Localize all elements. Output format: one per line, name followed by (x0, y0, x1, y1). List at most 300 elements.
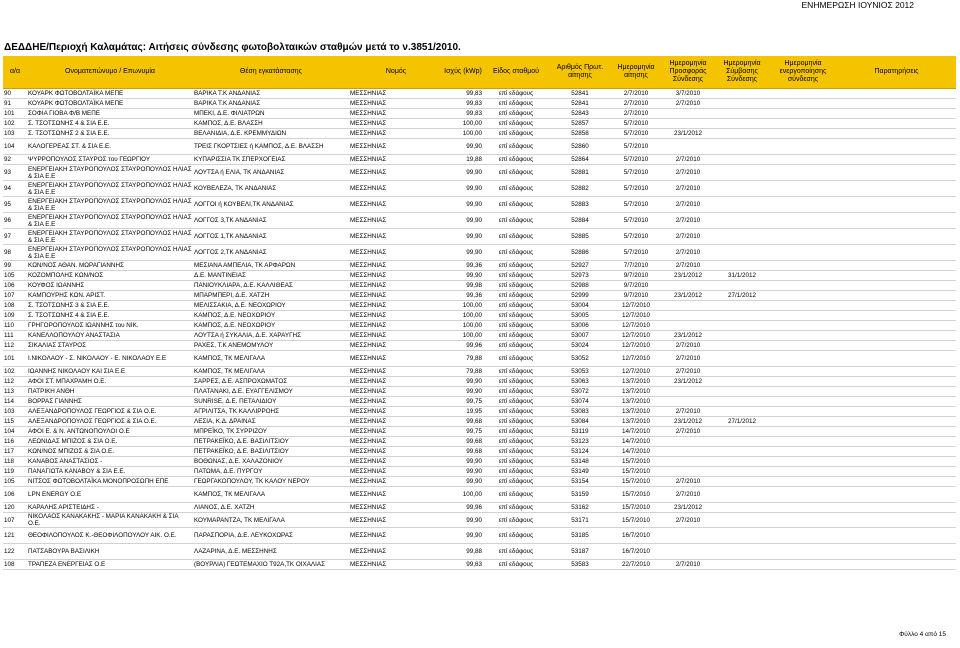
cell-station-type: επί εδάφους (483, 487, 549, 503)
cell-activation-date (769, 301, 837, 311)
cell-aa: 112 (3, 341, 27, 351)
cell-location: ΜΠΡΕΪΚΟ, ΤΚ ΣΥΡΡΙΖΟΥ (193, 427, 349, 437)
cell-offer-date: 23/1/2012 (661, 503, 715, 513)
cell-aa: 101 (3, 351, 27, 367)
cell-protocol-number: 52858 (549, 129, 611, 139)
cell-activation-date (769, 447, 837, 457)
cell-aa: 93 (3, 165, 27, 181)
cell-name: ΑΦΟΙ Ε. & Ν. ΑΝΤΩΝΟΠΟΥΛΟΙ Ο.Ε (27, 427, 193, 437)
cell-station-type: επί εδάφους (483, 139, 549, 155)
cell-location: ΤΡΕΙΣ ΓΚΟΡΤΣΙΕΣ ή ΚΑΜΠΟΣ, Δ.Ε. ΒΛΑΣΣΗ (193, 139, 349, 155)
cell-contract-date (715, 197, 769, 213)
cell-protocol-number: 52999 (549, 291, 611, 301)
cell-offer-date: 23/1/2012 (661, 271, 715, 281)
cell-application-date: 5/7/2010 (611, 197, 661, 213)
cell-protocol-number: 53149 (549, 467, 611, 477)
cell-protocol-number: 52841 (549, 99, 611, 109)
cell-prefecture: ΜΕΣΣΗΝΙΑΣ (349, 271, 443, 281)
cell-prefecture: ΜΕΣΣΗΝΙΑΣ (349, 291, 443, 301)
cell-aa: 104 (3, 139, 27, 155)
cell-activation-date (769, 477, 837, 487)
cell-location: SUNRISE, Δ.Ε. ΠΕΤΑΛΙΔΙΟΥ (193, 397, 349, 407)
cell-remarks (837, 245, 956, 261)
cell-remarks (837, 544, 956, 560)
cell-offer-date: 2/7/2010 (661, 560, 715, 570)
table-row (3, 155, 956, 165)
cell-prefecture: ΜΕΣΣΗΝΙΑΣ (349, 301, 443, 311)
cell-protocol-number: 53024 (549, 341, 611, 351)
cell-protocol-number: 53052 (549, 351, 611, 367)
cell-offer-date (661, 311, 715, 321)
col-header-activation-date: Ημερομηνία ενεργοποίησης σύνδεσης (769, 56, 837, 89)
cell-application-date: 5/7/2010 (611, 229, 661, 245)
cell-location: ΓΕΩΡΓΑΚΟΠΟΥΛΟΥ, ΤΚ ΚΑΛΟΥ ΝΕΡΟΥ (193, 477, 349, 487)
cell-protocol-number: 53159 (549, 487, 611, 503)
cell-offer-date (661, 301, 715, 311)
cell-contract-date (715, 351, 769, 367)
cell-protocol-number: 53124 (549, 447, 611, 457)
cell-contract-date (715, 387, 769, 397)
cell-prefecture: ΜΕΣΣΗΝΙΑΣ (349, 213, 443, 229)
cell-aa: 99 (3, 261, 27, 271)
cell-protocol-number: 53123 (549, 437, 611, 447)
cell-name: ΨΥΡΡΟΠΟΥΛΟΣ ΣΤΑΥΡΟΣ του ΓΕΩΡΓΙΟΥ (27, 155, 193, 165)
cell-location: ΚΑΜΠΟΣ, ΤΚ ΜΕΛΙΓΑΛΑ (193, 367, 349, 377)
cell-offer-date: 2/7/2010 (661, 181, 715, 197)
cell-application-date: 5/7/2010 (611, 155, 661, 165)
cell-aa: 104 (3, 427, 27, 437)
cell-application-date: 5/7/2010 (611, 165, 661, 181)
cell-contract-date (715, 181, 769, 197)
cell-remarks (837, 213, 956, 229)
cell-station-type: επί εδάφους (483, 271, 549, 281)
cell-aa: 98 (3, 245, 27, 261)
cell-activation-date (769, 367, 837, 377)
cell-station-type: επί εδάφους (483, 367, 549, 377)
cell-remarks (837, 487, 956, 503)
cell-power: 99,36 (443, 261, 483, 271)
cell-location: Δ.Ε. ΜΑΝΤΙΝΕΙΑΣ (193, 271, 349, 281)
col-header-remarks: Παρατηρήσεις (837, 56, 956, 89)
cell-offer-date: 2/7/2010 (661, 513, 715, 528)
cell-prefecture: ΜΕΣΣΗΝΙΑΣ (349, 544, 443, 560)
cell-activation-date (769, 311, 837, 321)
cell-remarks (837, 560, 956, 570)
cell-remarks (837, 311, 956, 321)
col-header-offer-date: Ημερομηνία Προσφοράς Σύνδεσης (661, 56, 715, 89)
cell-contract-date (715, 129, 769, 139)
cell-application-date: 13/7/2010 (611, 377, 661, 387)
cell-application-date: 14/7/2010 (611, 447, 661, 457)
cell-application-date: 15/7/2010 (611, 487, 661, 503)
cell-station-type: επί εδάφους (483, 467, 549, 477)
cell-power: 99,90 (443, 387, 483, 397)
cell-location: ΚΑΜΠΟΣ, Δ.Ε. ΝΕΟΧΩΡΙΟΥ (193, 311, 349, 321)
table-row (3, 477, 956, 487)
cell-application-date: 16/7/2010 (611, 544, 661, 560)
cell-activation-date (769, 457, 837, 467)
cell-activation-date (769, 351, 837, 367)
table-row (3, 311, 956, 321)
cell-name: ΑΛΕΞΑΝΔΡΟΠΟΥΛΟΣ ΓΕΩΡΓΙΟΣ & ΣΙΑ Ο.Ε. (27, 407, 193, 417)
cell-activation-date (769, 213, 837, 229)
cell-offer-date: 23/1/2012 (661, 291, 715, 301)
cell-station-type: επί εδάφους (483, 513, 549, 528)
cell-remarks (837, 281, 956, 291)
cell-power: 99,75 (443, 397, 483, 407)
cell-power: 99,63 (443, 560, 483, 570)
cell-contract-date (715, 487, 769, 503)
cell-aa: 95 (3, 197, 27, 213)
table-body (3, 89, 956, 570)
cell-application-date: 5/7/2010 (611, 181, 661, 197)
table-row (3, 427, 956, 437)
cell-name: ΚΑΜΠΟΥΡΗΣ ΚΩΝ. ΑΡΙΣΤ. (27, 291, 193, 301)
cell-application-date: 15/7/2010 (611, 513, 661, 528)
cell-prefecture: ΜΕΣΣΗΝΙΑΣ (349, 477, 443, 487)
cell-station-type: επί εδάφους (483, 544, 549, 560)
cell-aa: 115 (3, 417, 27, 427)
cell-prefecture: ΜΕΣΣΗΝΙΑΣ (349, 261, 443, 271)
table-row (3, 407, 956, 417)
cell-location: ΜΕΣΙΑΝΑ ΑΜΠΕΛΙΑ, ΤΚ ΑΡΦΑΡΩΝ (193, 261, 349, 271)
cell-prefecture: ΜΕΣΣΗΝΙΑΣ (349, 229, 443, 245)
cell-station-type: επί εδάφους (483, 181, 549, 197)
cell-activation-date (769, 437, 837, 447)
cell-application-date: 5/7/2010 (611, 129, 661, 139)
cell-activation-date (769, 139, 837, 155)
cell-location: ΠΕΤΡΑΚΕΪΚΟ, Δ.Ε. ΒΑΣΙΛΙΤΣΙΟΥ (193, 437, 349, 447)
cell-offer-date: 2/7/2010 (661, 487, 715, 503)
cell-protocol-number: 52883 (549, 197, 611, 213)
cell-application-date: 9/7/2010 (611, 271, 661, 281)
cell-power: 99,90 (443, 197, 483, 213)
cell-offer-date (661, 544, 715, 560)
cell-name: ΚΟΥΑΡΚ ΦΩΤΟΒΟΛΤΑΪΚΑ ΜΕΠΕ (27, 89, 193, 99)
table-row (3, 351, 956, 367)
cell-activation-date (769, 229, 837, 245)
cell-name: ΚΑΝΑΒΟΣ ΑΝΑΣΤΑΣΙΟΣ - (27, 457, 193, 467)
cell-prefecture: ΜΕΣΣΗΝΙΑΣ (349, 457, 443, 467)
col-header-application-date: Ημερομηνία αίτησης (611, 56, 661, 89)
cell-prefecture: ΜΕΣΣΗΝΙΑΣ (349, 407, 443, 417)
cell-prefecture: ΜΕΣΣΗΝΙΑΣ (349, 528, 443, 544)
page-top-note: ΕΝΗΜΕΡΩΣΗ ΙΟΥΝΙΟΣ 2012 (801, 0, 914, 10)
cell-power: 99,83 (443, 89, 483, 99)
cell-protocol-number: 53583 (549, 560, 611, 570)
cell-power: 79,88 (443, 351, 483, 367)
cell-aa: 101 (3, 109, 27, 119)
cell-name: ΒΟΡΡΑΣ ΓΙΑΝΝΗΣ (27, 397, 193, 407)
cell-offer-date: 2/7/2010 (661, 229, 715, 245)
cell-location: ΣΑΡΡΕΣ, Δ.Ε. ΑΣΠΡΟΧΩΜΑΤΟΣ (193, 377, 349, 387)
cell-location: ΒΕΛΑΝΙΔΙΑ, Δ.Ε. ΚΡΕΜΜΥΔΙΩΝ (193, 129, 349, 139)
cell-protocol-number: 52927 (549, 261, 611, 271)
cell-activation-date (769, 245, 837, 261)
cell-remarks (837, 321, 956, 331)
cell-contract-date (715, 477, 769, 487)
cell-name: ΚΟΖΟΜΠΟΛΗΣ ΚΩΝ/ΝΟΣ (27, 271, 193, 281)
cell-name: ΚΑΝΕΛΛΟΠΟΥΛΟΥ ΑΝΑΣΤΑΣΙΑ (27, 331, 193, 341)
cell-offer-date (661, 528, 715, 544)
cell-station-type: επί εδάφους (483, 301, 549, 311)
cell-offer-date: 23/1/2012 (661, 417, 715, 427)
cell-power: 99,90 (443, 245, 483, 261)
cell-application-date: 2/7/2010 (611, 99, 661, 109)
cell-remarks (837, 477, 956, 487)
cell-contract-date: 31/1/2012 (715, 271, 769, 281)
cell-power: 99,96 (443, 503, 483, 513)
cell-location: ΛΟΥΤΣΑ ή ΣΥΚΑΛΙΑ, Δ.Ε. ΧΑΡΑΥΓΗΣ (193, 331, 349, 341)
cell-station-type: επί εδάφους (483, 397, 549, 407)
cell-offer-date: 2/7/2010 (661, 155, 715, 165)
cell-activation-date (769, 155, 837, 165)
cell-power: 99,90 (443, 229, 483, 245)
cell-aa: 113 (3, 387, 27, 397)
cell-contract-date (715, 99, 769, 109)
cell-contract-date (715, 89, 769, 99)
col-header-aa: α/α (3, 56, 27, 89)
cell-remarks (837, 341, 956, 351)
table-row (3, 560, 956, 570)
cell-contract-date (715, 467, 769, 477)
cell-prefecture: ΜΕΣΣΗΝΙΑΣ (349, 165, 443, 181)
cell-contract-date (715, 311, 769, 321)
cell-name: ΕΝΕΡΓΕΙΑΚΗ ΣΤΑΥΡΟΠΟΥΛΟΣ ΣΤΑΥΡΟΠΟΥΛΟΣ ΗΛΙΑΣ & ΣΙΑ Ε.Ε (28, 213, 192, 228)
cell-protocol-number: 52843 (549, 109, 611, 119)
cell-application-date: 12/7/2010 (611, 351, 661, 367)
cell-offer-date (661, 109, 715, 119)
cell-aa: 106 (3, 281, 27, 291)
cell-station-type: επί εδάφους (483, 351, 549, 367)
table-row (3, 377, 956, 387)
cell-power: 99,90 (443, 181, 483, 197)
cell-remarks (837, 377, 956, 387)
cell-application-date: 13/7/2010 (611, 387, 661, 397)
cell-offer-date (661, 387, 715, 397)
cell-contract-date (715, 139, 769, 155)
cell-prefecture: ΜΕΣΣΗΝΙΑΣ (349, 367, 443, 377)
cell-prefecture: ΜΕΣΣΗΝΙΑΣ (349, 129, 443, 139)
cell-protocol-number: 52881 (549, 165, 611, 181)
table-row (3, 301, 956, 311)
col-header-prefecture: Νομός (349, 56, 443, 89)
cell-prefecture: ΜΕΣΣΗΝΙΑΣ (349, 427, 443, 437)
table-row (3, 99, 956, 109)
cell-power: 100,00 (443, 311, 483, 321)
cell-prefecture: ΜΕΣΣΗΝΙΑΣ (349, 119, 443, 129)
cell-offer-date (661, 447, 715, 457)
cell-activation-date (769, 503, 837, 513)
cell-prefecture: ΜΕΣΣΗΝΙΑΣ (349, 387, 443, 397)
cell-protocol-number: 52841 (549, 89, 611, 99)
cell-power: 99,83 (443, 99, 483, 109)
cell-prefecture: ΜΕΣΣΗΝΙΑΣ (349, 503, 443, 513)
cell-remarks (837, 503, 956, 513)
cell-prefecture: ΜΕΣΣΗΝΙΑΣ (349, 245, 443, 261)
cell-station-type: επί εδάφους (483, 109, 549, 119)
cell-aa: 120 (3, 503, 27, 513)
cell-power: 100,00 (443, 119, 483, 129)
cell-offer-date: 2/7/2010 (661, 477, 715, 487)
cell-location: ΒΑΡΙΚΑ Τ.Κ ΑΝΔΑΝΙΑΣ (193, 89, 349, 99)
cell-location: ΚΑΜΠΟΣ, Δ.Ε. ΒΛΑΣΣΗ (193, 119, 349, 129)
cell-station-type: επί εδάφους (483, 447, 549, 457)
cell-contract-date (715, 427, 769, 437)
cell-aa: 107 (3, 513, 27, 528)
cell-protocol-number: 52973 (549, 271, 611, 281)
cell-power: 99,83 (443, 109, 483, 119)
cell-offer-date: 2/7/2010 (661, 213, 715, 229)
cell-activation-date (769, 89, 837, 99)
cell-protocol-number: 53187 (549, 544, 611, 560)
cell-offer-date (661, 467, 715, 477)
cell-location: ΛΟΓΓΟΣ 3,ΤΚ ΑΝΔΑΝΙΑΣ (193, 213, 349, 229)
cell-application-date: 15/7/2010 (611, 467, 661, 477)
cell-contract-date (715, 503, 769, 513)
cell-prefecture: ΜΕΣΣΗΝΙΑΣ (349, 377, 443, 387)
cell-name: ΚΑΡΑΛΗΣ ΑΡΙΣΤΕΙΔΗΣ - (27, 503, 193, 513)
table-row (3, 89, 956, 99)
cell-prefecture: ΜΕΣΣΗΝΙΑΣ (349, 331, 443, 341)
cell-remarks (837, 387, 956, 397)
cell-station-type: επί εδάφους (483, 291, 549, 301)
cell-power: 99,90 (443, 139, 483, 155)
cell-aa: 109 (3, 311, 27, 321)
cell-station-type: επί εδάφους (483, 387, 549, 397)
cell-contract-date (715, 245, 769, 261)
col-header-protocol-number: Αριθμός Πρωτ. αίτησης (549, 56, 611, 89)
cell-station-type: επί εδάφους (483, 213, 549, 229)
cell-name: Ι.ΝΙΚΟΛΑΟΥ - Σ. ΝΙΚΟΛΑΟΥ - Ε. ΝΙΚΟΛΑΟΥ Ε.Ε (27, 351, 193, 367)
cell-station-type: επί εδάφους (483, 437, 549, 447)
col-header-contract-date: Ημερομηνία Σύμβασης Σύνδεσης (715, 56, 769, 89)
cell-contract-date (715, 528, 769, 544)
cell-activation-date (769, 99, 837, 109)
cell-power: 99,90 (443, 528, 483, 544)
cell-prefecture: ΜΕΣΣΗΝΙΑΣ (349, 139, 443, 155)
cell-aa: 91 (3, 99, 27, 109)
cell-name: Σ. ΤΣΟΤΣΩΝΗΣ 2 & ΣΙΑ Ε.Ε. (27, 129, 193, 139)
table-row (3, 109, 956, 119)
cell-power: 99,68 (443, 437, 483, 447)
cell-power: 79,88 (443, 367, 483, 377)
cell-activation-date (769, 181, 837, 197)
table-row (3, 281, 956, 291)
cell-activation-date (769, 331, 837, 341)
cell-protocol-number: 53154 (549, 477, 611, 487)
cell-station-type: επί εδάφους (483, 528, 549, 544)
cell-offer-date: 2/7/2010 (661, 245, 715, 261)
cell-station-type: επί εδάφους (483, 129, 549, 139)
cell-station-type: επί εδάφους (483, 331, 549, 341)
cell-protocol-number: 52882 (549, 181, 611, 197)
cell-contract-date (715, 229, 769, 245)
cell-aa: 105 (3, 477, 27, 487)
cell-activation-date (769, 109, 837, 119)
applications-table (3, 56, 956, 570)
cell-name: ΙΩΑΝΝΗΣ ΝΙΚΟΛΑΟΥ ΚΑΙ ΣΙΑ Ε.Ε (27, 367, 193, 377)
cell-name: ΓΡΗΓΟΡΟΠΟΥΛΟΣ ΙΩΑΝΝΗΣ του ΝΙΚ. (27, 321, 193, 331)
cell-prefecture: ΜΕΣΣΗΝΙΑΣ (349, 99, 443, 109)
cell-station-type: επί εδάφους (483, 427, 549, 437)
table-row (3, 487, 956, 503)
table-row (3, 341, 956, 351)
cell-name: ΣΙΚΑΛΙΑΣ ΣΤΑΥΡΟΣ (27, 341, 193, 351)
cell-aa: 103 (3, 129, 27, 139)
cell-remarks (837, 261, 956, 271)
cell-contract-date: 27/1/2012 (715, 417, 769, 427)
cell-remarks (837, 457, 956, 467)
cell-power: 100,00 (443, 301, 483, 311)
table-row (3, 437, 956, 447)
cell-aa: 117 (3, 447, 27, 457)
cell-power: 100,00 (443, 487, 483, 503)
cell-power: 99,90 (443, 467, 483, 477)
cell-name: ΑΛΕΞΑΝΔΡΟΠΟΥΛΟΣ ΓΕΩΡΓΙΟΣ & ΣΙΑ Ο.Ε. (27, 417, 193, 427)
cell-name: ΝΙΚΟΛΑΟΣ ΚΑΝΑΚΑΚΗΣ - ΜΑΡΙΑ ΚΑΝΑΚΑΚΗ & ΣΙΑ Ο.Ε. (27, 513, 193, 528)
cell-application-date: 12/7/2010 (611, 301, 661, 311)
cell-prefecture: ΜΕΣΣΗΝΙΑΣ (349, 437, 443, 447)
cell-activation-date (769, 397, 837, 407)
cell-protocol-number: 53005 (549, 311, 611, 321)
table-row (3, 139, 956, 155)
cell-aa: 108 (3, 560, 27, 570)
cell-protocol-number: 53007 (549, 331, 611, 341)
cell-application-date: 12/7/2010 (611, 331, 661, 341)
cell-offer-date: 2/7/2010 (661, 427, 715, 437)
cell-station-type: επί εδάφους (483, 457, 549, 467)
cell-name: ΚΟΥΦΟΣ ΙΩΑΝΝΗΣ (27, 281, 193, 291)
cell-protocol-number: 53063 (549, 377, 611, 387)
cell-location: ΚΟΥΜΑΡΑΝΤΖΑ, ΤΚ ΜΕΛΙΓΑΛΑ (193, 513, 349, 528)
cell-name: ΤΡΑΠΕΖΑ ΕΝΕΡΓΕΙΑΣ Ο.Ε (27, 560, 193, 570)
cell-activation-date (769, 271, 837, 281)
cell-application-date: 5/7/2010 (611, 213, 661, 229)
cell-name: Σ. ΤΣΟΤΣΩΝΗΣ 4 & ΣΙΑ Ε.Ε. (27, 311, 193, 321)
cell-prefecture: ΜΕΣΣΗΝΙΑΣ (349, 560, 443, 570)
cell-activation-date (769, 528, 837, 544)
cell-prefecture: ΜΕΣΣΗΝΙΑΣ (349, 341, 443, 351)
cell-location: ΛΑΖΑΡΙΝΑ, Δ.Ε. ΜΕΣΣΗΝΗΣ (193, 544, 349, 560)
cell-power: 19,95 (443, 407, 483, 417)
cell-activation-date (769, 197, 837, 213)
cell-application-date: 12/7/2010 (611, 341, 661, 351)
cell-name: ΠΑΝΑΓΙΩΤΑ ΚΑΝΑΒΟΥ & ΣΙΑ Ε.Ε. (27, 467, 193, 477)
cell-aa: 110 (3, 321, 27, 331)
cell-station-type: επί εδάφους (483, 407, 549, 417)
cell-location: ΚΑΜΠΟΣ, Δ.Ε. ΝΕΟΧΩΡΙΟΥ (193, 321, 349, 331)
table-row (3, 544, 956, 560)
cell-application-date: 14/7/2010 (611, 437, 661, 447)
cell-power: 99,36 (443, 291, 483, 301)
header-row (3, 56, 956, 89)
cell-offer-date: 2/7/2010 (661, 407, 715, 417)
cell-activation-date (769, 560, 837, 570)
cell-name: ΠΑΤΣΑΒΟΥΡΑ ΒΑΣΙΛΙΚΗ (27, 544, 193, 560)
cell-name: ΣΟΦΙΑ ΓΙΟΒΑ Φ/Β ΜΕΠΕ (27, 109, 193, 119)
cell-aa: 97 (3, 229, 27, 245)
cell-power: 99,90 (443, 457, 483, 467)
cell-contract-date (715, 301, 769, 311)
cell-protocol-number: 53053 (549, 367, 611, 377)
cell-activation-date (769, 427, 837, 437)
table-row (3, 447, 956, 457)
cell-aa: 108 (3, 301, 27, 311)
cell-protocol-number: 53074 (549, 397, 611, 407)
cell-aa: 90 (3, 89, 27, 99)
cell-remarks (837, 271, 956, 281)
